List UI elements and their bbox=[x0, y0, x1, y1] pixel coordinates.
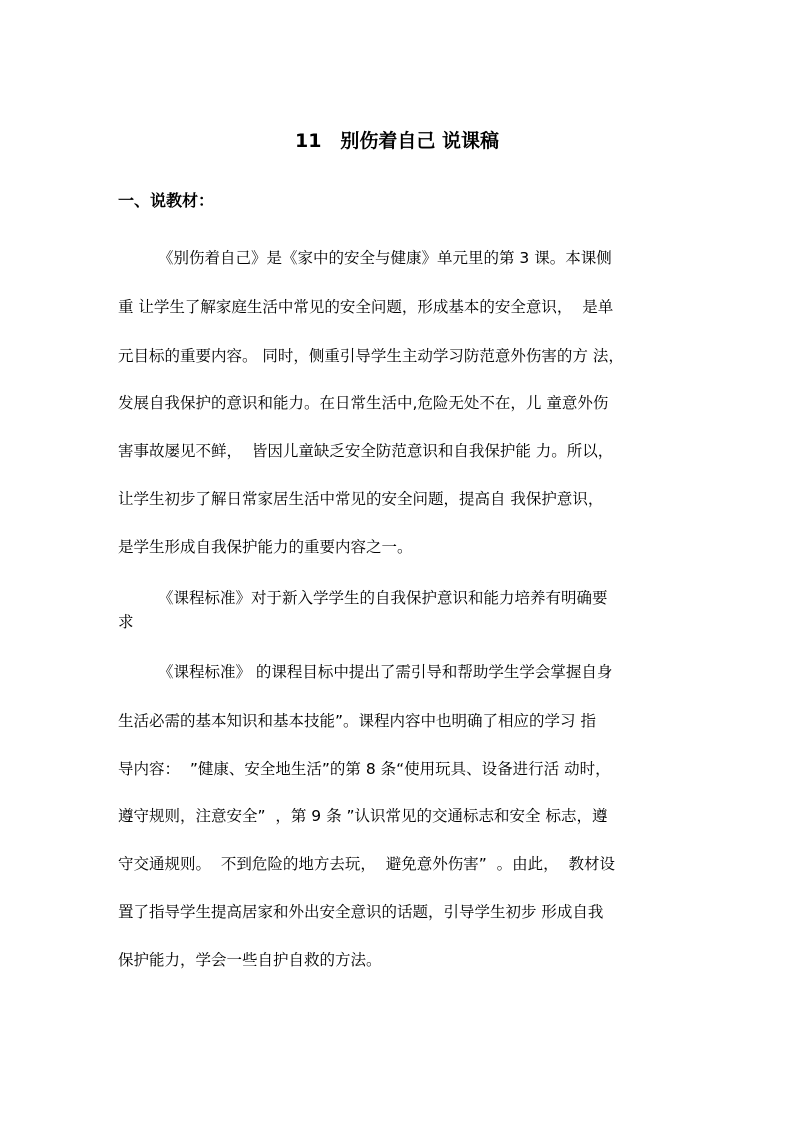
paragraph-line: 发展自我保护的意识和能力。在日常生活中,危险无处不在，儿 童意外伤 bbox=[118, 394, 609, 412]
paragraph-line: 保护能力，学会一些自护自救的方法。 bbox=[118, 951, 382, 969]
paragraph-line: 置了指导学生提高居家和外出安全意识的话题，引导学生初步 形成自我 bbox=[118, 903, 604, 921]
paragraph-line: 重 让学生了解家庭生活中常见的安全问题，形成基本的安全意识， 是单 bbox=[118, 298, 614, 316]
paragraph-line: 求 bbox=[118, 613, 134, 631]
paragraph-line: 让学生初步了解日常家居生活中常见的安全问题，提高自 我保护意识， bbox=[118, 490, 604, 508]
paragraph-line: 生活必需的基本知识和基本技能”。课程内容中也明确了相应的学习 指 bbox=[118, 712, 596, 730]
paragraph-line: 害事故屡见不鲜， 皆因儿童缺乏安全防范意识和自我保护能 力。所以， bbox=[118, 442, 614, 460]
paragraph-line: 元目标的重要内容。 同时，侧重引导学生主动学习防范意外伤害的方 法， bbox=[118, 347, 624, 365]
paragraph-line: 导内容： ”健康、安全地生活”的第 8 条“使用玩具、设备进行活 动时， bbox=[118, 760, 611, 778]
paragraph-line: 遵守规则，注意安全” ，第 9 条 ”认识常见的交通标志和安全 标志，遵 bbox=[118, 807, 608, 825]
paragraph-line: 《别伤着自己》是《家中的安全与健康》单元里的第 3 课。本课侧 bbox=[158, 249, 612, 267]
section-heading: 一、说教材： bbox=[118, 191, 215, 210]
document-title: 11 别伤着自己 说课稿 bbox=[294, 130, 500, 152]
paragraph-line: 是学生形成自我保护能力的重要内容之一。 bbox=[118, 538, 413, 556]
paragraph-line: 《课程标准》对于新入学学生的自我保护意识和能力培养有明确要 bbox=[158, 589, 608, 607]
paragraph-line: 守交通规则。 不到危险的地方去玩， 避免意外伤害” 。由此， 教材设 bbox=[118, 855, 615, 873]
paragraph-line: 《课程标准》 的课程目标中提出了需引导和帮助学生学会掌握自身 bbox=[158, 663, 613, 681]
